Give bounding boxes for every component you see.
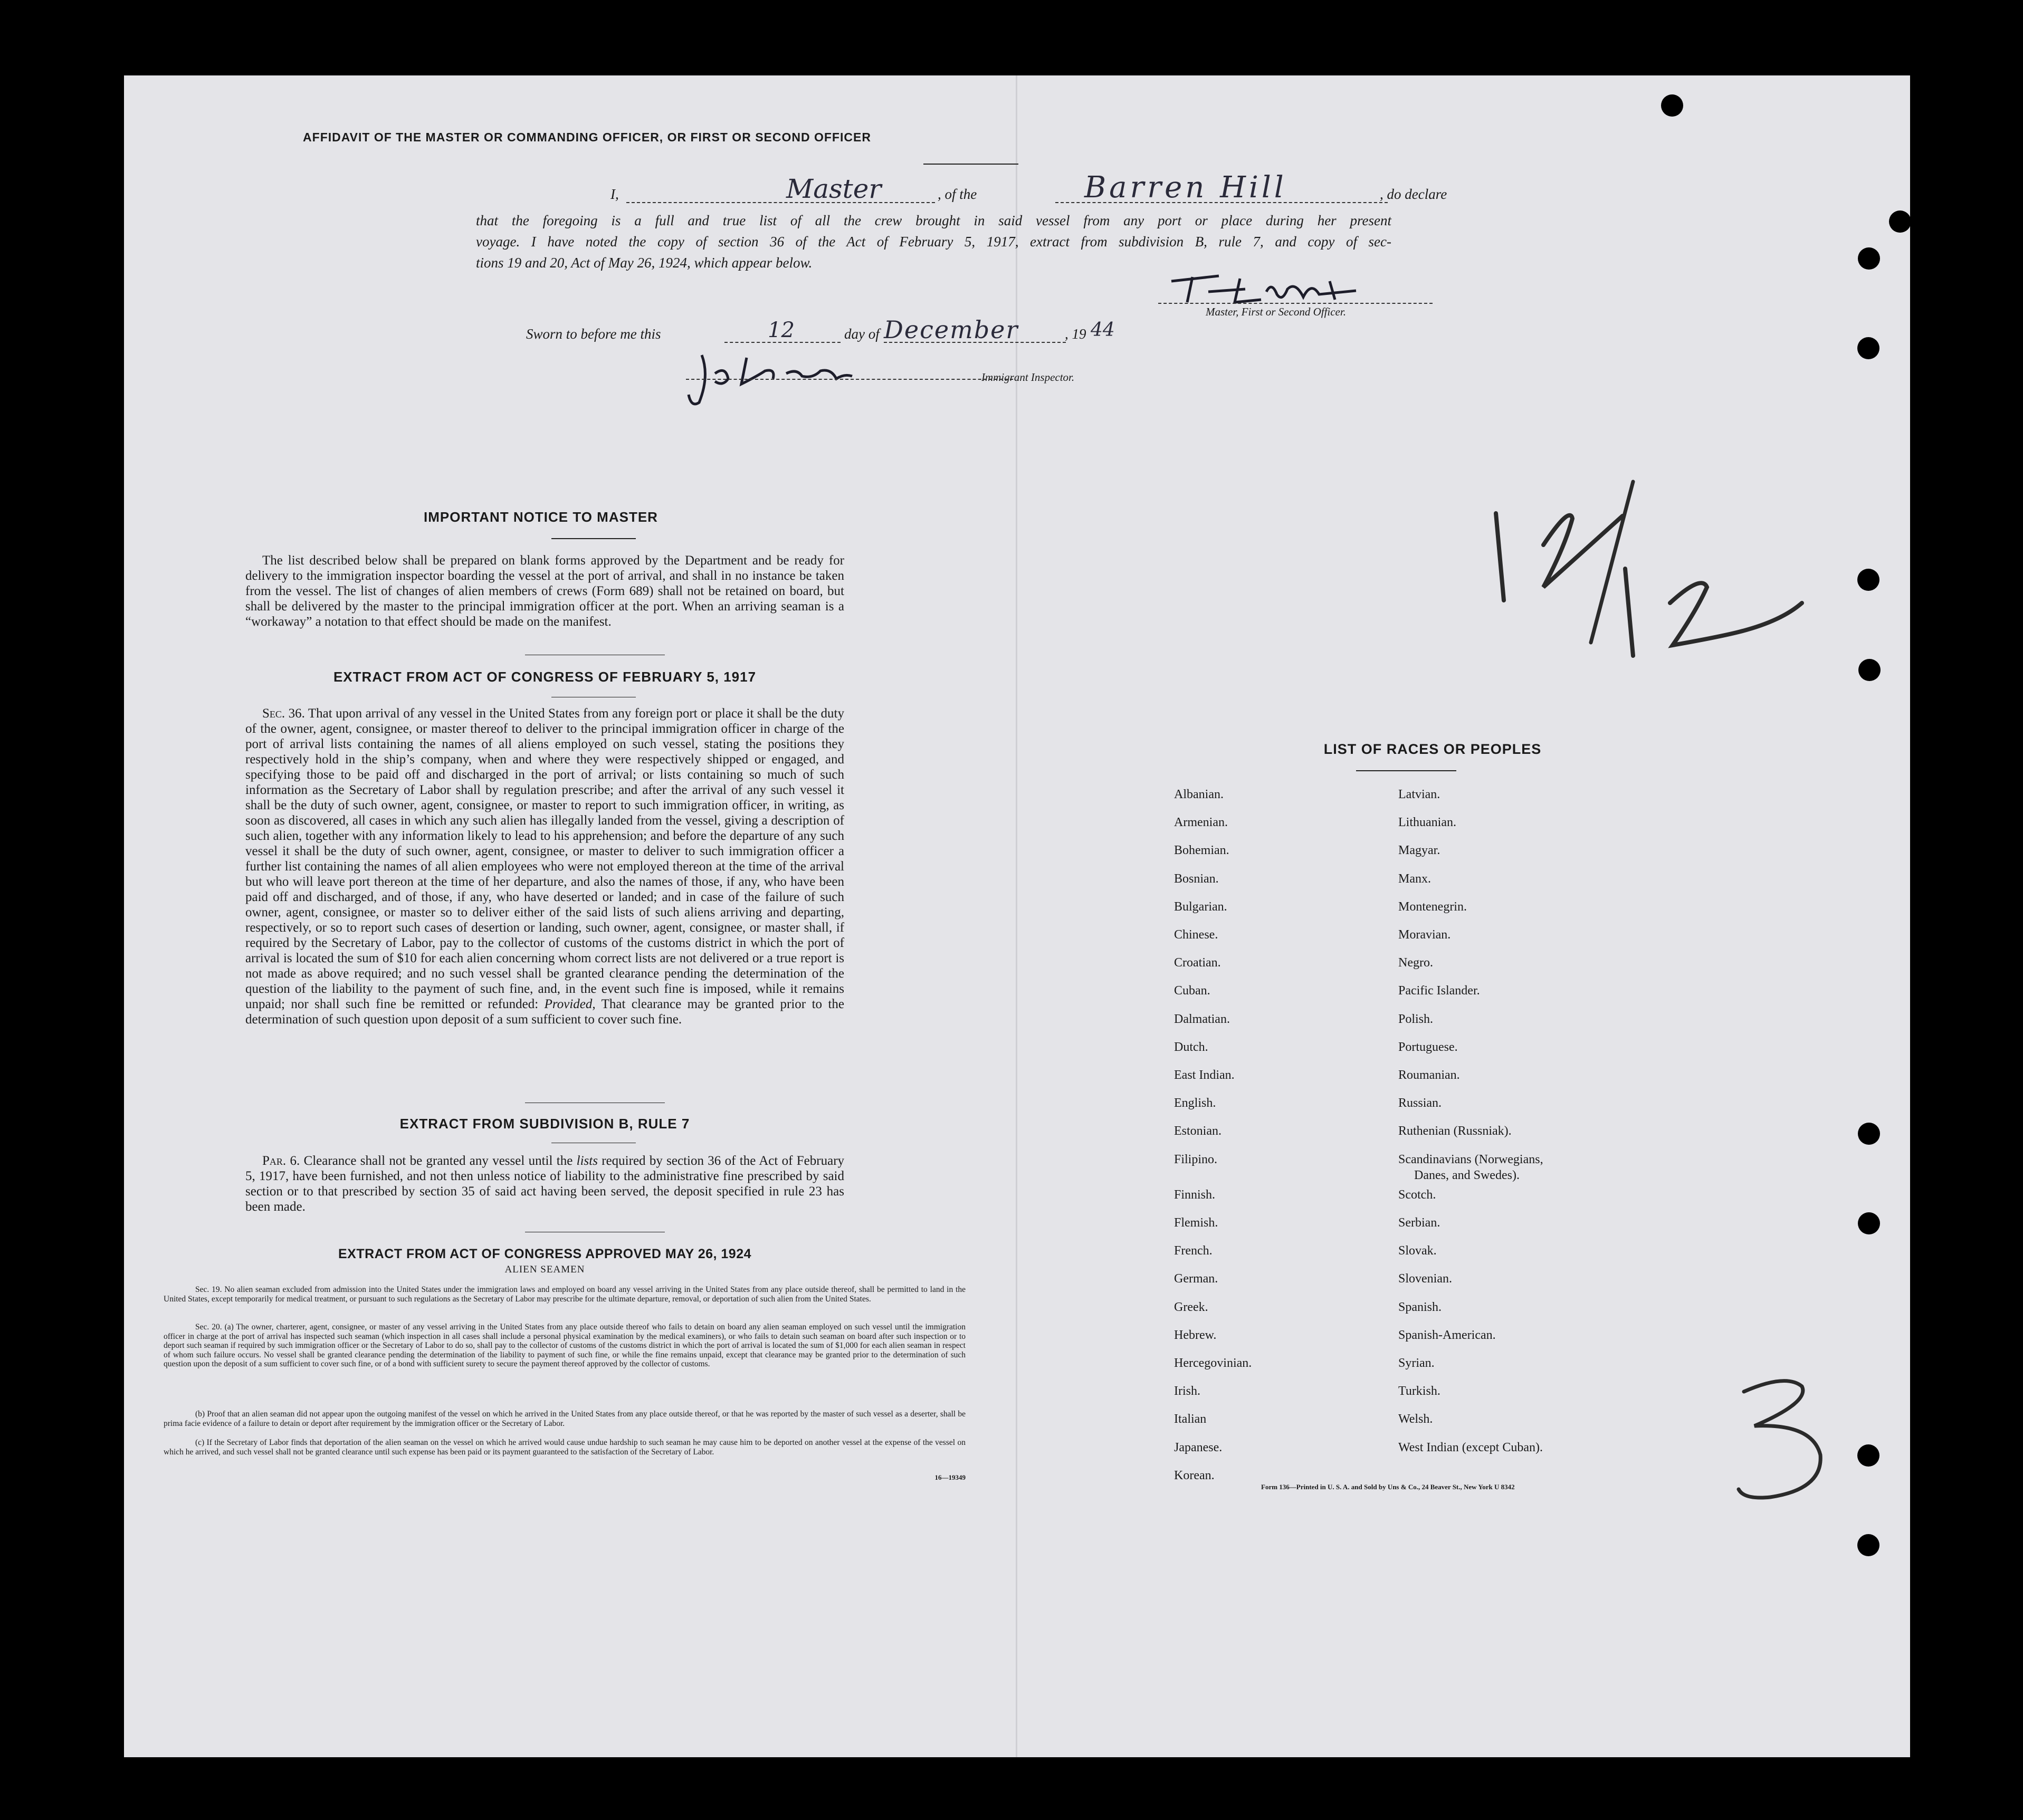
- race-entry-right: Slovenian.: [1398, 1272, 1452, 1286]
- race-entry-right: Manx.: [1398, 871, 1431, 886]
- races-title-rule: [1356, 770, 1456, 771]
- race-entry-right: Ruthenian (Russniak).: [1398, 1124, 1512, 1138]
- races-title: LIST OF RACES OR PEOPLES: [1323, 741, 1542, 757]
- vessel-name-handwritten: Barren Hill: [1084, 170, 1287, 205]
- declaration-body-2: voyage. I have noted the copy of section 36 of the Act of February 5, 1917, extract from subdivision B, rule 7, and copy of sec-: [476, 234, 1391, 250]
- race-entry-left: Bosnian.: [1174, 871, 1219, 886]
- punch-hole: [1858, 659, 1881, 681]
- race-entry-left: Japanese.: [1174, 1440, 1223, 1454]
- race-entry-right: Scotch.: [1398, 1187, 1436, 1202]
- race-entry-right: Lithuanian.: [1398, 816, 1456, 830]
- race-entry-left: Cuban.: [1174, 984, 1210, 998]
- punch-hole: [1858, 1212, 1880, 1234]
- race-entry-left: French.: [1174, 1244, 1213, 1258]
- race-entry-left: Hercegovinian.: [1174, 1356, 1252, 1370]
- race-entry-right: Moravian.: [1398, 928, 1451, 942]
- race-entry-right: Serbian.: [1398, 1216, 1440, 1230]
- punch-hole: [1857, 1534, 1879, 1556]
- race-entry-right: Spanish.: [1398, 1300, 1442, 1314]
- race-entry-right: Polish.: [1398, 1012, 1434, 1026]
- race-entry-right: Roumanian.: [1398, 1068, 1460, 1082]
- race-entry-left: Dalmatian.: [1174, 1012, 1230, 1026]
- race-entry-left: East Indian.: [1174, 1068, 1235, 1082]
- declaration-do-declare: , do declare: [1380, 186, 1447, 202]
- race-entry-right: Slovak.: [1398, 1244, 1437, 1258]
- race-entry-right: West Indian (except Cuban).: [1398, 1440, 1543, 1454]
- race-entry-left: Bulgarian.: [1174, 899, 1227, 914]
- race-entry-left: Estonian.: [1174, 1124, 1222, 1138]
- race-entry-left: Korean.: [1174, 1468, 1215, 1482]
- form-print-line: Form 136—Printed in U. S. A. and Sold by Uns & Co., 24 Beaver St., New York U 8342: [1261, 1483, 1515, 1491]
- race-entry-right: Danes, and Swedes).: [1414, 1168, 1520, 1182]
- declaration-i: I,: [610, 186, 619, 202]
- act1917-title: EXTRACT FROM ACT OF CONGRESS OF FEBRUARY 5, 1917: [333, 669, 757, 685]
- race-entry-left: Croatian.: [1174, 956, 1221, 970]
- punch-hole: [1889, 210, 1911, 233]
- affidavit-title-rule: [923, 164, 1018, 165]
- race-entry-right: Spanish-American.: [1398, 1328, 1496, 1342]
- race-entry-left: Armenian.: [1174, 816, 1228, 830]
- act1917-section: Sec. 36.: [262, 706, 305, 721]
- sworn-year-prefix: , 19: [1065, 326, 1086, 342]
- act1924-sec20b: (b) Proof that an alien seaman did not appear upon the outgoing manifest of the vessel on which he arrived in the United States from any place outside thereof, or that he was reported by the master of such vessel as a deserter, shall be prima facie evidence of a failure to detain or deport after requirement by the immigration officer or the Secretary of Labor.: [164, 1410, 966, 1428]
- punch-hole: [1857, 1444, 1879, 1467]
- inspector-signature-line: [686, 379, 1013, 380]
- master-signature-line: [1158, 303, 1433, 304]
- race-entry-right: Portuguese.: [1398, 1040, 1458, 1054]
- sworn-day-handwritten: 12: [768, 318, 795, 342]
- document-sheet: [124, 75, 1910, 1757]
- race-entry-left: Bohemian.: [1174, 844, 1229, 858]
- rule7-body-a: Clearance shall not be granted any vessel until the: [303, 1154, 573, 1168]
- race-entry-left: Dutch.: [1174, 1040, 1208, 1054]
- race-entry-right: Scandinavians (Norwegians,: [1398, 1152, 1543, 1166]
- rule7-body-b: required by section 36 of the Act of February 5, 1917, have been furnished, and not then unless notice of liability to the administrative fine prescribed by said section or to that prescribed by section 35 of said act having been served, the deposit specified in rule 23 has been made.: [245, 1154, 845, 1214]
- race-entry-left: Finnish.: [1174, 1187, 1216, 1202]
- declaration-body-1: that the foregoing is a full and true list of all the crew brought in said vessel from any port or place during her present: [476, 213, 1391, 228]
- race-entry-right: Russian.: [1398, 1096, 1442, 1110]
- punch-hole: [1858, 247, 1880, 270]
- race-entry-left: Italian: [1174, 1412, 1207, 1426]
- race-entry-left: Hebrew.: [1174, 1328, 1217, 1342]
- page-number-drawing: [1723, 1376, 1844, 1508]
- act1924-sec19: Sec. 19. No alien seaman excluded from admission into the United States under the immigration laws and employed on board any vessel arriving in the United States from any place outside thereof, shall be permitted to land in the United States, except temporarily for medical treatment, or pursuant to such regulations as the Secretary of Labor may prescribe for the ultimate departure, removal, or deportation of such alien from the United States.: [164, 1285, 966, 1304]
- notice-title-rule: [551, 538, 636, 539]
- punch-hole: [1857, 337, 1879, 359]
- race-entry-left: Flemish.: [1174, 1216, 1218, 1230]
- act1924-sec20c: (c) If the Secretary of Labor finds that deportation of the alien seaman on the vessel on which he arrived would cause undue hardship to such seaman he may cause him to be deported on another vessel at the expense of the vessel on which he arrived, and such vessel shall not be granted clearance until such expense has been paid or its payment guaranteed to the satisfaction of the Secretary of Labor.: [164, 1438, 966, 1457]
- rule7-body-block: [245, 1153, 844, 1214]
- sworn-prefix: Sworn to before me this: [526, 326, 661, 342]
- rule7-par: Par. 6.: [262, 1154, 300, 1168]
- date-mark-handwritten: [1464, 468, 1865, 690]
- act1924-title: EXTRACT FROM ACT OF CONGRESS APPROVED MAY 26, 1924: [338, 1247, 752, 1261]
- race-entry-right: Latvian.: [1398, 788, 1440, 801]
- notice-body: The list described below shall be prepared on blank forms approved by the Department and be ready for delivery to the immigration inspector boarding the vessel at the port of arrival, and shall in no instance be taken from the vessel. The list of changes of alien members of crews (Form 689) shall not be retained on board, but shall be delivered by the master to the principal immigration officer at the port. When an arriving seaman is a “workaway” a notation to that effect should be made on the manifest.: [245, 553, 844, 629]
- master-signature-caption: Master, First or Second Officer.: [1206, 305, 1346, 318]
- notice-title: IMPORTANT NOTICE TO MASTER: [424, 509, 658, 525]
- race-entry-left: Chinese.: [1174, 928, 1218, 942]
- race-entry-right: Turkish.: [1398, 1384, 1440, 1398]
- page-number-handwritten: [1723, 1376, 1844, 1508]
- race-entry-right: Montenegrin.: [1398, 899, 1467, 914]
- declaration-of-the: , of the: [938, 186, 977, 202]
- declaration-body-3: tions 19 and 20, Act of May 26, 1924, which appear below.: [476, 255, 813, 271]
- rule7-lists: lists: [576, 1154, 598, 1168]
- race-entry-right: Welsh.: [1398, 1412, 1433, 1426]
- race-entry-left: Filipino.: [1174, 1152, 1218, 1166]
- date-mark-drawing: [1464, 468, 1865, 690]
- act1924-sec20a: Sec. 20. (a) The owner, charterer, agent, consignee, or master of any vessel arriving in the United States from any place outside thereof who fails to detain on board any alien seaman employed on such vessel until the immigration officer in charge at the port of arrival has inspected such seaman (which inspection in all cases shall include a personal physical examination by the medical examiners), or who fails to detain such seaman on board after such inspection or to deport such seaman if required by such immigration officer or the Secretary of Labor to do so, shall pay to the collector of customs of the customs district in which the port of arrival is located the sum of $1,000 for each alien seaman in respect of whom such failure occurs. No vessel shall be granted clearance pending the determination of the liability to payment of such fine, or while the fine remains unpaid, except that clearance may be granted prior to the determination of such question upon the deposit of a sum sufficient to cover such fine, or of a bond with sufficient surety to secure the payment thereof approved by the collector of customs.: [164, 1323, 966, 1368]
- act1917-body-block: [245, 706, 844, 1027]
- act1917-provided: Provided,: [544, 997, 596, 1011]
- inspector-caption: Immigrant Inspector.: [981, 371, 1075, 384]
- race-entry-right: Negro.: [1398, 956, 1433, 970]
- punch-hole: [1661, 94, 1683, 117]
- master-name-handwritten: Master: [786, 174, 882, 204]
- race-entry-left: English.: [1174, 1096, 1216, 1110]
- race-entry-right: Pacific Islander.: [1398, 984, 1480, 998]
- act1924-print-code: 16—19349: [934, 1473, 966, 1481]
- act1924-subtitle: ALIEN SEAMEN: [504, 1264, 585, 1275]
- punch-hole: [1857, 569, 1879, 591]
- declaration-line: [488, 186, 1068, 207]
- master-name-blank: [626, 202, 935, 203]
- punch-hole: [1858, 1123, 1880, 1145]
- race-entry-right: Syrian.: [1398, 1356, 1435, 1370]
- sworn-month-handwritten: December: [884, 315, 1019, 344]
- race-entry-left: Albanian.: [1174, 788, 1224, 801]
- race-entry-right: Magyar.: [1398, 844, 1440, 858]
- act1917-body-end: That clearance may be granted prior to the determination of such question upon deposit of a sum sufficient to cover such fine.: [245, 997, 844, 1027]
- affidavit-title: AFFIDAVIT OF THE MASTER OR COMMANDING OFFICER, OR FIRST OR SECOND OFFICER: [303, 130, 871, 144]
- race-entry-left: Greek.: [1174, 1300, 1208, 1314]
- sworn-year-handwritten: 44: [1091, 319, 1115, 341]
- race-entry-left: Irish.: [1174, 1384, 1200, 1398]
- rule7-title: EXTRACT FROM SUBDIVISION B, RULE 7: [399, 1116, 690, 1132]
- race-entry-left: German.: [1174, 1272, 1218, 1286]
- act1917-body: That upon arrival of any vessel in the United States from any foreign port or place it shall be the duty of the owner, agent, consignee, or master thereof to deliver to the principal immigration officer in charge of the port of arrival lists containing the names of all aliens employed on such vessel, stating the positions they respectively hold in the ship’s company, when and where they were respectively shipped or engaged, and specifying those to be paid off and discharged in the port of arrival; or lists containing so much of such information as the Secretary of Labor shall by regulation prescribe; and after the arrival of any such vessel it shall be the duty of such owner, agent, consignee, or master to report to such immigration officer, in writing, as soon as discovered, all cases in which any such alien has illegally landed from the vessel, giving a description of such alien, together with any information likely to lead to his apprehension; and before the departure of any such vessel it shall be the duty of such owner, agent, consignee, or master to deliver to such immigration officer a further list containing the names of all alien employees who were not employed thereon at the time of the arrival but who will leave port thereon at the time of her departure, and also the names of those, if any, who have been paid off and discharged, and of those, if any, who have deserted or landed; and in case of the failure of such owner, agent, consignee, or master so to deliver either of the said lists of such aliens arriving and departing, respectively, or so to report such cases of desertion or landing, such owner, agent, consignee, or master shall, if required by the Secretary of Labor, pay to the collector of customs of the customs district in which the port of arrival is located the sum of $10 for each alien concerning whom correct lists are not delivered or a true report is not made as above required; and no such vessel shall be granted clearance pending the determination of the question of the liability to the payment of such fine, and, in the event such fine is imposed, while it remains unpaid; nor shall such fine be remitted or refunded:: [245, 706, 844, 1011]
- sworn-day-of: day of: [844, 326, 880, 342]
